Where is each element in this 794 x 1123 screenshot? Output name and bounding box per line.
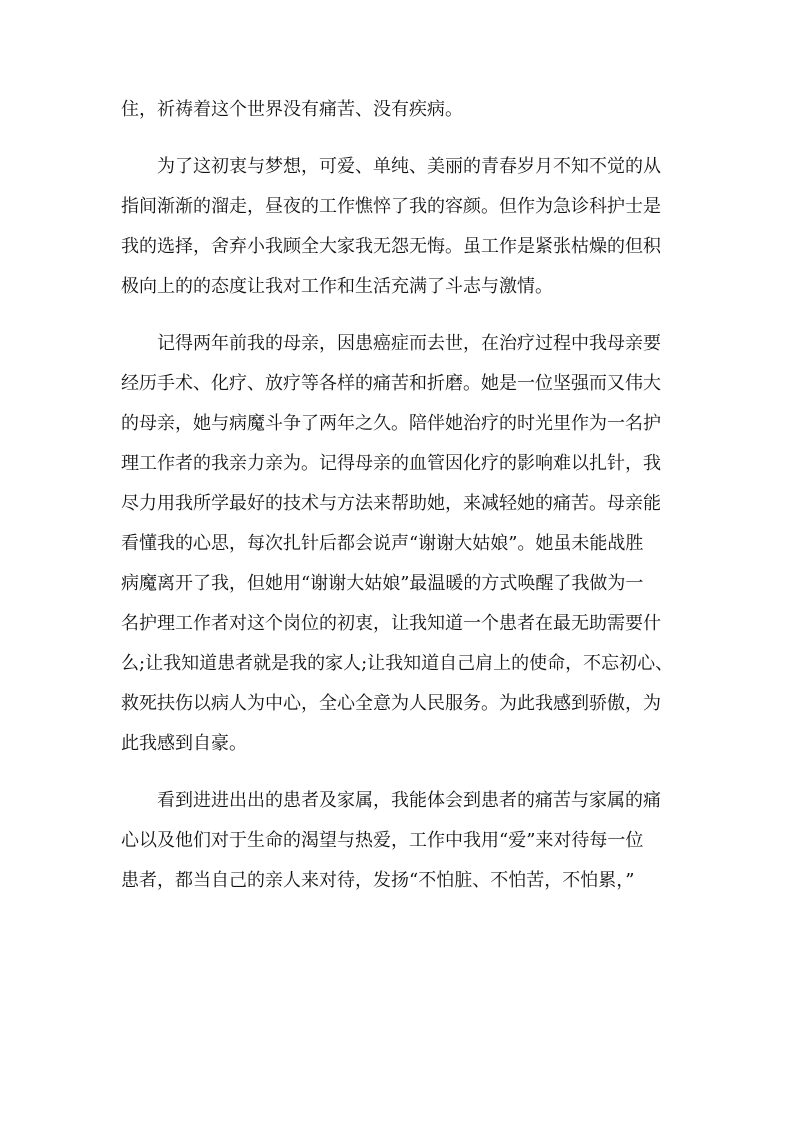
text-line: 住，祈祷着这个世界没有痛苦、没有疾病。 [121,99,463,120]
text-line: 经历手术、化疗、放疗等各样的痛苦和折磨。她是一位坚强而又伟大 [121,373,661,394]
text-line: 记得两年前我的母亲，因患癌症而去世，在治疗过程中我母亲要 [157,333,661,354]
text-line: 我的选择，舍弃小我顾全大家我无怨无悔。虽工作是紧张枯燥的但积 [121,236,661,257]
text-line: 患者，都当自己的亲人来对待，发扬“不怕脏、不怕苦，不怕累，” [121,870,635,891]
text-line: 的母亲，她与病魔斗争了两年之久。陪伴她治疗的时光里作为一名护 [121,413,661,434]
text-line: 指间渐渐的溜走，昼夜的工作憔悴了我的容颜。但作为急诊科护士是 [121,196,661,217]
text-line: 理工作者的我亲力亲为。记得母亲的血管因化疗的影响难以扎针，我 [121,453,661,474]
text-line: 看懂我的心思，每次扎针后都会说声“谢谢大姑娘”。她虽未能战胜 [121,533,644,554]
paragraph-2 [121,147,681,307]
paragraph-4 [121,781,681,901]
text-line: 心以及他们对于生命的渴望与热爱，工作中我用“爱”来对待每一位 [121,830,644,851]
text-line: 看到进进出出的患者及家属，我能体会到患者的痛苦与家属的痛 [157,790,661,811]
paragraph-1 [121,90,681,130]
text-line: 病魔离开了我，但她用“谢谢大姑娘”最温暖的方式唤醒了我做为一 [121,573,644,594]
text-line: 尽力用我所学最好的技术与方法来帮助她，来减轻她的痛苦。母亲能 [121,493,661,514]
text-line: 名护理工作者对这个岗位的初衷，让我知道一个患者在最无助需要什 [121,613,661,634]
paragraph-3 [121,324,681,764]
text-line: 么;让我知道患者就是我的家人;让我知道自己肩上的使命，不忘初心、 [121,653,674,674]
text-line: 此我感到自豪。 [121,733,247,754]
text-line: 救死扶伤以病人为中心，全心全意为人民服务。为此我感到骄傲，为 [121,693,661,714]
paragraph-spacer [121,307,681,324]
paragraph-spacer [121,764,681,781]
text-line: 为了这初衷与梦想，可爱、单纯、美丽的青春岁月不知不觉的从 [157,156,661,177]
text-line: 极向上的的态度让我对工作和生活充满了斗志与激情。 [121,276,553,297]
document-body [121,90,681,901]
paragraph-spacer [121,130,681,147]
